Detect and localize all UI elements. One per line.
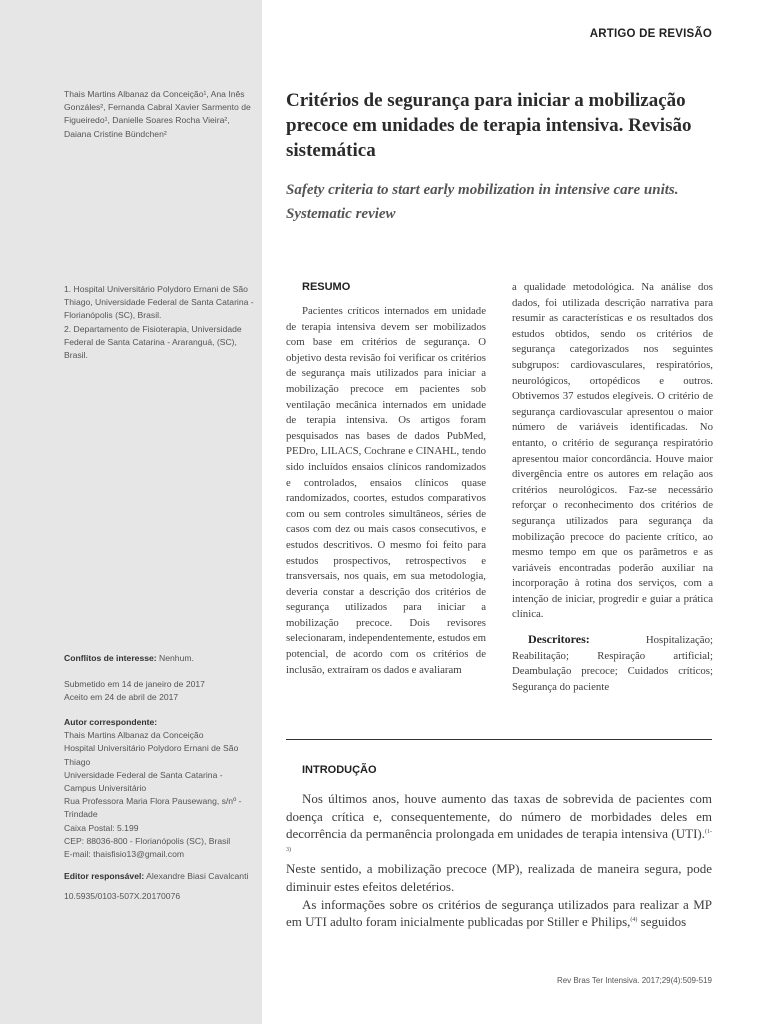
conflicts-of-interest bbox=[64, 652, 256, 665]
intro-ref-1[interactable]: (1-3) bbox=[286, 829, 712, 853]
intro-p2-tail: seguidos bbox=[637, 914, 687, 930]
submission-dates bbox=[64, 678, 256, 704]
keywords-list: Hospitalização; Reabilitação; Respiração artificial; Deambulação precoce; Cuidados críticos; Segurança do paciente bbox=[512, 634, 713, 693]
article-title: Critérios de segurança para iniciar a mobilização precoce em unidades de terapia intensiva. Revisão sistemática bbox=[286, 90, 692, 161]
doi[interactable]: 10.5935/0103-507X.20170076 bbox=[64, 891, 181, 901]
accepted-date: Aceito em 24 de abril de 2017 bbox=[64, 692, 179, 703]
resumo-text-2: a qualidade metodológica. Na análise dos dados, foi utilizada descrição narrativa para resumir as características e os resultados dos estudos obtidos, sendo os critérios de segurança categorizados nos seguintes subgrupos: cardiovasculares, respiratórios, neurológicos, ortopédicos e outros. Obtivemos 37 estudos elegíveis. O critério de segurança cardiovascular apresentou o maior número de variáveis identificadas. No entanto, o critério de segurança respiratório apresentou maior concordância. Houve maior divergência entre os autores em relação aos critérios neurológicos. Faz-se necessário reforçar o reconhecimento dos critérios de segurança utilizados para segurança da mobilização precoce do paciente crítico, ao mesmo tempo em que os parâmetros e as variáveis encontradas poderão auxiliar na incorporação à rotina dos serviços, com a intenção de iniciar, progredir e guiar a prática clínica. bbox=[512, 281, 713, 621]
author-list: Thais Martins Albanaz da Conceição¹, Ana Inês Gonzáles², Fernanda Cabral Xavier Sarmento de Figueiredo¹, Danielle Soares Rocha Vieira², Daiana Cristine Bündchen² bbox=[64, 89, 251, 139]
introducao-heading: INTRODUÇÃO bbox=[302, 764, 377, 776]
corresponding-line: CEP: 88036-800 - Florianópolis (SC), Brasil bbox=[64, 835, 231, 846]
intro-paragraph-1b: Neste sentido, a mobilização precoce (MP), realizada de maneira segura, pode diminuir estes efeitos deletérios. bbox=[286, 861, 712, 894]
intro-p1-text: Nos últimos anos, houve aumento das taxas de sobrevida de pacientes com doença crítica e, consequentemente, do número de morbidades deles em decorrência da permanência prolongada em unidades de terapia intensiva (UTI). bbox=[286, 791, 712, 842]
intro-ref-2[interactable]: (4) bbox=[630, 917, 638, 924]
resumo-text-1: Pacientes críticos internados em unidade de terapia intensiva devem ser mobilizados com base em critérios de segurança. O objetivo desta revisão foi verificar os critérios de segurança mais utilizados para iniciar a mobilização precoce em pacientes sob ventilação mecânica internados em unidade de terapia intensiva. Os artigos foram pesquisados nas bases de dados PubMed, PEDro, LILACS, Cochrane e CINAHL, tendo sido incluídos ensaios clínicos randomizados e controlados, ensaios clínicos quase randomizados, coortes, estudos comparativos com ou sem controles simultâneos, séries de casos com dez ou mais casos consecutivos, e estudos descritivos. O mesmo foi feito para estudos prospectivos, retrospectivos e transversais, nos quais, em sua metodologia, deveria constar a descrição dos critérios de segurança utilizados para iniciar a mobilização precoce. Dois revisores selecionaram, independentemente, estudos em potencial, de acordo com os critérios de inclusão, extraíram os dados e avaliaram bbox=[286, 305, 486, 676]
corresponding-line: Caixa Postal: 5.199 bbox=[64, 822, 139, 833]
section-label: ARTIGO DE REVISÃO bbox=[589, 28, 712, 40]
resumo-heading: RESUMO bbox=[302, 281, 351, 293]
affiliation-2: 2. Departamento de Fisioterapia, Universidade Federal de Santa Catarina - Araranguá, (SC), Brasil. bbox=[64, 323, 242, 361]
editor-label: Editor responsável: bbox=[64, 871, 145, 881]
article-subtitle: Safety criteria to start early mobilization in intensive care units. Systematic review bbox=[286, 182, 679, 222]
editor-responsible bbox=[64, 870, 256, 883]
conflicts-label: Conflitos de interesse: bbox=[64, 653, 157, 663]
affiliation-1: 1. Hospital Universitário Polydoro Ernani de São Thiago, Universidade Federal de Santa Catarina - Florianópolis (SC), Brasil. bbox=[64, 284, 254, 321]
journal-citation-footer: Rev Bras Ter Intensiva. 2017;29(4):509-519 bbox=[556, 976, 712, 985]
affiliations bbox=[64, 283, 256, 362]
conflicts-value: Nenhum. bbox=[159, 653, 194, 663]
corresponding-line: Thais Martins Albanaz da Conceição bbox=[64, 730, 204, 741]
editor-value: Alexandre Biasi Cavalcanti bbox=[146, 871, 249, 881]
corresponding-email[interactable]: E-mail: thaisfisio13@gmail.com bbox=[64, 849, 185, 860]
corresponding-author bbox=[64, 716, 256, 861]
intro-paragraph-1 bbox=[286, 790, 712, 860]
corresponding-label: Autor correspondente: bbox=[64, 717, 158, 727]
keywords bbox=[512, 632, 713, 695]
introducao-body bbox=[286, 790, 712, 931]
corresponding-line: Universidade Federal de Santa Catarina - Campus Universitário bbox=[64, 769, 223, 794]
intro-paragraph-2 bbox=[286, 896, 712, 931]
resumo-column-1 bbox=[286, 304, 486, 678]
corresponding-line: Rua Professora Maria Flora Pausewang, s/nº - Trindade bbox=[64, 796, 242, 820]
intro-p2-text: As informações sobre os critérios de segurança utilizados para realizar a MP em UTI adulto foram inicialmente publicadas por Stiller e Philips, bbox=[286, 896, 712, 930]
keywords-label: Descritores: bbox=[528, 632, 590, 647]
submitted-date: Submetido em 14 de janeiro de 2017 bbox=[64, 679, 205, 689]
resumo-column-2 bbox=[512, 280, 713, 695]
section-divider bbox=[286, 739, 712, 740]
corresponding-line: Hospital Universitário Polydoro Ernani de São Thiago bbox=[64, 743, 239, 767]
